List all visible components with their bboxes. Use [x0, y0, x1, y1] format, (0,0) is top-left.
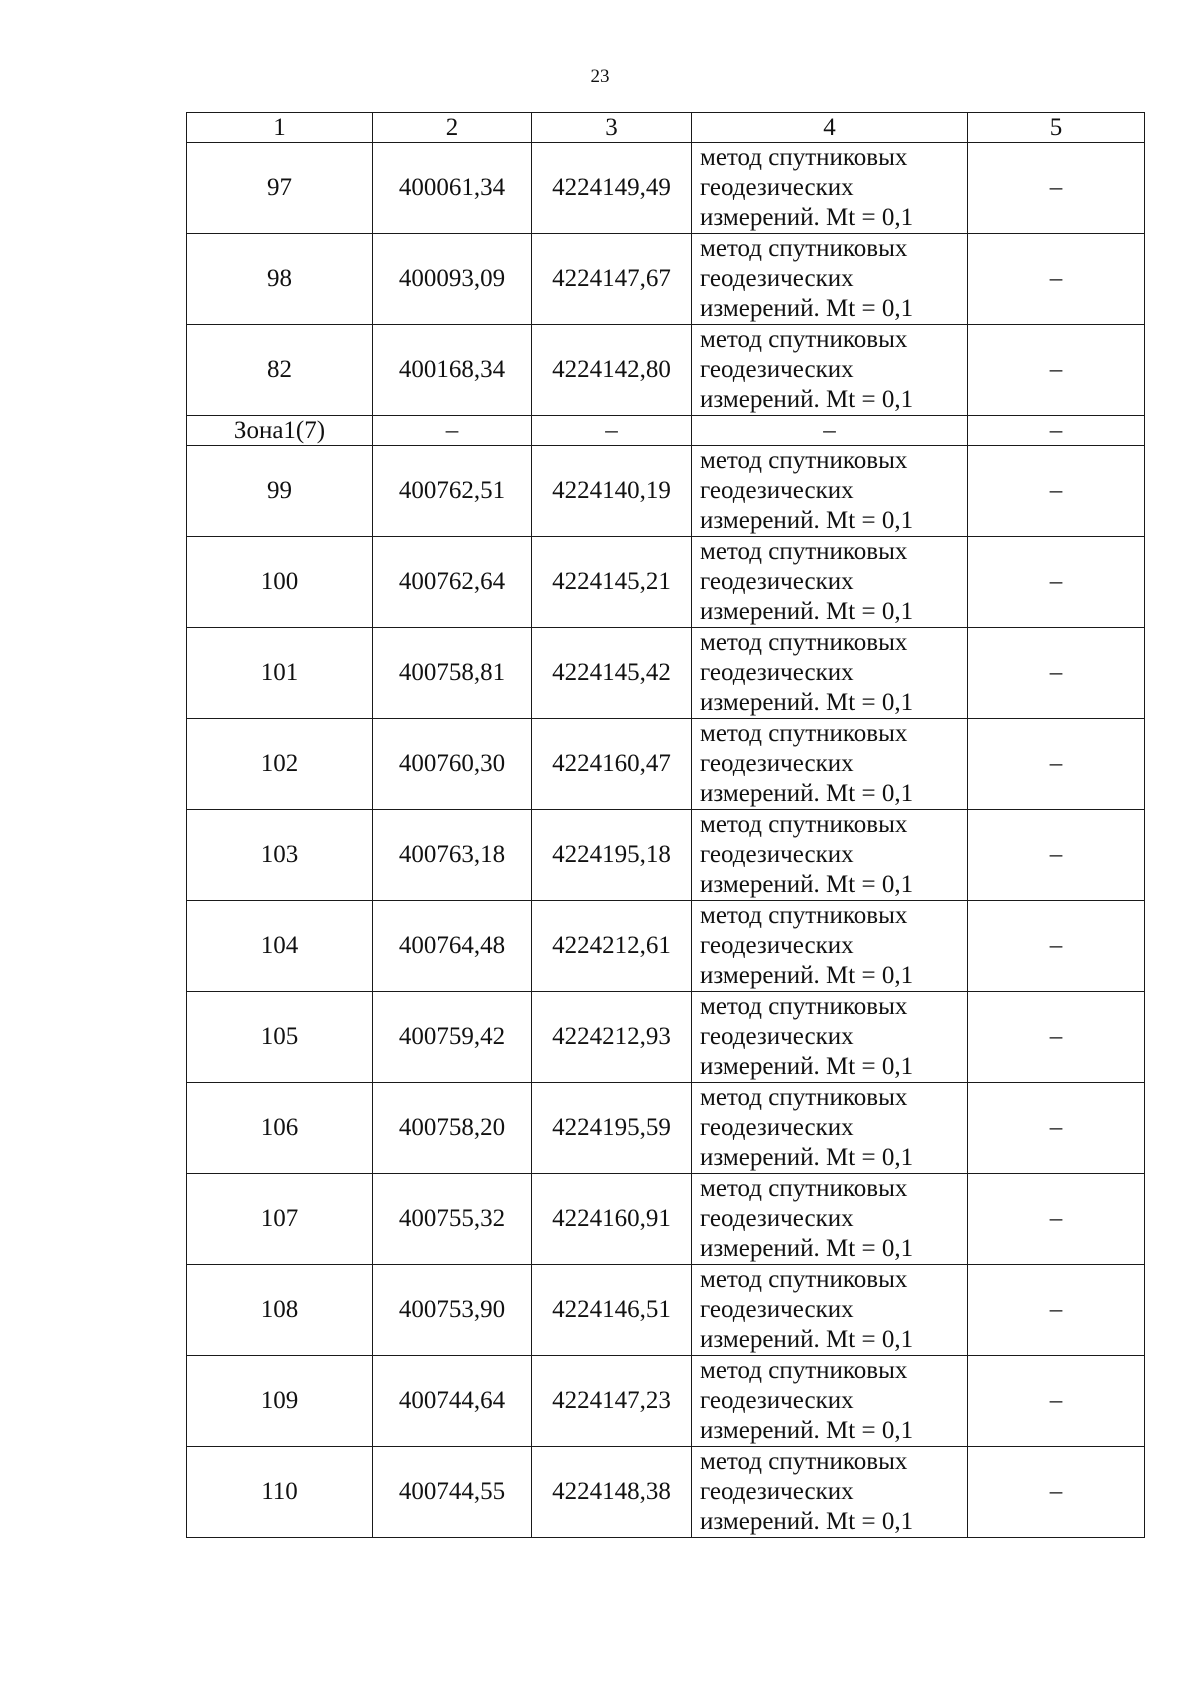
method-line: геодезических [700, 1478, 854, 1505]
method-line: геодезических [700, 356, 854, 383]
method-line: измерений. Mt = 0,1 [700, 689, 914, 716]
point-number-cell: 100 [187, 537, 373, 628]
method-line: измерений. Mt = 0,1 [700, 386, 914, 413]
note-cell: – [968, 628, 1145, 719]
method-line: метод спутниковых [700, 811, 908, 838]
table-row [187, 628, 1145, 719]
y-coordinate-cell: 4224212,93 [532, 992, 692, 1083]
method-description-cell [692, 719, 968, 810]
note-cell: – [968, 1447, 1145, 1538]
x-coordinate-cell: 400061,34 [373, 143, 532, 234]
note-cell: – [968, 901, 1145, 992]
method-line: метод спутниковых [700, 629, 908, 656]
method-description-cell [692, 325, 968, 416]
method-line: измерений. Mt = 0,1 [700, 295, 914, 322]
method-line: метод спутниковых [700, 235, 908, 262]
method-line: метод спутниковых [700, 447, 908, 474]
method-line: измерений. Mt = 0,1 [700, 1508, 914, 1535]
method-line: метод спутниковых [700, 1175, 908, 1202]
method-description-cell [692, 1083, 968, 1174]
method-line: метод спутниковых [700, 993, 908, 1020]
method-line: геодезических [700, 659, 854, 686]
method-line: измерений. Mt = 0,1 [700, 1235, 914, 1262]
table-row [187, 992, 1145, 1083]
method-line: геодезических [700, 1296, 854, 1323]
note-cell: – [968, 143, 1145, 234]
point-number-cell: 105 [187, 992, 373, 1083]
note-cell: – [968, 992, 1145, 1083]
table-row [187, 719, 1145, 810]
method-line: геодезических [700, 1205, 854, 1232]
y-coordinate-cell: 4224145,21 [532, 537, 692, 628]
zone-cell-4: – [692, 416, 968, 446]
table-row [187, 1356, 1145, 1447]
x-coordinate-cell: 400093,09 [373, 234, 532, 325]
method-line: измерений. Mt = 0,1 [700, 780, 914, 807]
method-line: геодезических [700, 750, 854, 777]
method-line: геодезических [700, 568, 854, 595]
table-row [187, 143, 1145, 234]
y-coordinate-cell: 4224147,23 [532, 1356, 692, 1447]
method-line: геодезических [700, 1387, 854, 1414]
point-number-cell: 98 [187, 234, 373, 325]
point-number-cell: 99 [187, 446, 373, 537]
point-number-cell: 103 [187, 810, 373, 901]
table-row [187, 1083, 1145, 1174]
point-number-cell: 110 [187, 1447, 373, 1538]
coordinates-table-container [186, 112, 1144, 1538]
method-line: измерений. Mt = 0,1 [700, 1326, 914, 1353]
point-number-cell: 82 [187, 325, 373, 416]
table-row [187, 1174, 1145, 1265]
table-row [187, 446, 1145, 537]
table-row [187, 810, 1145, 901]
method-description-cell [692, 810, 968, 901]
table-row [187, 1265, 1145, 1356]
note-cell: – [968, 719, 1145, 810]
point-number-cell: 107 [187, 1174, 373, 1265]
table-row [187, 1447, 1145, 1538]
header-cell-2: 2 [373, 113, 532, 143]
zone-cell-3: – [532, 416, 692, 446]
x-coordinate-cell: 400763,18 [373, 810, 532, 901]
method-description-cell [692, 234, 968, 325]
point-number-cell: 102 [187, 719, 373, 810]
zone-label-cell: Зона1(7) [187, 416, 373, 446]
method-description-cell [692, 1447, 968, 1538]
point-number-cell: 104 [187, 901, 373, 992]
point-number-cell: 97 [187, 143, 373, 234]
method-line: измерений. Mt = 0,1 [700, 871, 914, 898]
method-line: метод спутниковых [700, 1084, 908, 1111]
header-cell-5: 5 [968, 113, 1145, 143]
note-cell: – [968, 810, 1145, 901]
point-number-cell: 106 [187, 1083, 373, 1174]
point-number-cell: 101 [187, 628, 373, 719]
method-line: метод спутниковых [700, 902, 908, 929]
y-coordinate-cell: 4224195,18 [532, 810, 692, 901]
x-coordinate-cell: 400764,48 [373, 901, 532, 992]
method-line: измерений. Mt = 0,1 [700, 1053, 914, 1080]
table-row [187, 234, 1145, 325]
x-coordinate-cell: 400758,20 [373, 1083, 532, 1174]
y-coordinate-cell: 4224212,61 [532, 901, 692, 992]
method-line: измерений. Mt = 0,1 [700, 204, 914, 231]
x-coordinate-cell: 400744,55 [373, 1447, 532, 1538]
x-coordinate-cell: 400168,34 [373, 325, 532, 416]
note-cell: – [968, 446, 1145, 537]
y-coordinate-cell: 4224149,49 [532, 143, 692, 234]
y-coordinate-cell: 4224145,42 [532, 628, 692, 719]
y-coordinate-cell: 4224160,91 [532, 1174, 692, 1265]
table-header-row [187, 113, 1145, 143]
y-coordinate-cell: 4224195,59 [532, 1083, 692, 1174]
note-cell: – [968, 1356, 1145, 1447]
y-coordinate-cell: 4224147,67 [532, 234, 692, 325]
table-row [187, 901, 1145, 992]
y-coordinate-cell: 4224142,80 [532, 325, 692, 416]
note-cell: – [968, 234, 1145, 325]
method-line: метод спутниковых [700, 326, 908, 353]
method-line: измерений. Mt = 0,1 [700, 962, 914, 989]
x-coordinate-cell: 400759,42 [373, 992, 532, 1083]
method-line: метод спутниковых [700, 538, 908, 565]
method-line: метод спутниковых [700, 1357, 908, 1384]
method-line: метод спутниковых [700, 144, 908, 171]
zone-cell-5: – [968, 416, 1145, 446]
method-description-cell [692, 1174, 968, 1265]
point-number-cell: 108 [187, 1265, 373, 1356]
coordinates-table [186, 112, 1145, 1538]
note-cell: – [968, 1265, 1145, 1356]
x-coordinate-cell: 400758,81 [373, 628, 532, 719]
method-line: метод спутниковых [700, 1448, 908, 1475]
method-line: измерений. Mt = 0,1 [700, 598, 914, 625]
method-description-cell [692, 1265, 968, 1356]
method-description-cell [692, 992, 968, 1083]
y-coordinate-cell: 4224146,51 [532, 1265, 692, 1356]
x-coordinate-cell: 400760,30 [373, 719, 532, 810]
method-line: геодезических [700, 1023, 854, 1050]
table-row [187, 325, 1145, 416]
x-coordinate-cell: 400755,32 [373, 1174, 532, 1265]
method-line: геодезических [700, 1114, 854, 1141]
note-cell: – [968, 1174, 1145, 1265]
header-cell-3: 3 [532, 113, 692, 143]
table-body [187, 113, 1145, 1538]
method-line: измерений. Mt = 0,1 [700, 1417, 914, 1444]
method-description-cell [692, 446, 968, 537]
y-coordinate-cell: 4224160,47 [532, 719, 692, 810]
point-number-cell: 109 [187, 1356, 373, 1447]
x-coordinate-cell: 400762,64 [373, 537, 532, 628]
header-cell-4: 4 [692, 113, 968, 143]
note-cell: – [968, 325, 1145, 416]
x-coordinate-cell: 400762,51 [373, 446, 532, 537]
method-description-cell [692, 143, 968, 234]
zone-cell-2: – [373, 416, 532, 446]
x-coordinate-cell: 400753,90 [373, 1265, 532, 1356]
method-description-cell [692, 628, 968, 719]
method-line: измерений. Mt = 0,1 [700, 507, 914, 534]
note-cell: – [968, 537, 1145, 628]
method-line: метод спутниковых [700, 1266, 908, 1293]
method-line: геодезических [700, 477, 854, 504]
method-description-cell [692, 1356, 968, 1447]
x-coordinate-cell: 400744,64 [373, 1356, 532, 1447]
method-line: геодезических [700, 265, 854, 292]
table-row [187, 537, 1145, 628]
method-line: метод спутниковых [700, 720, 908, 747]
y-coordinate-cell: 4224148,38 [532, 1447, 692, 1538]
y-coordinate-cell: 4224140,19 [532, 446, 692, 537]
method-line: геодезических [700, 932, 854, 959]
header-cell-1: 1 [187, 113, 373, 143]
page-number: 23 [590, 66, 610, 87]
note-cell: – [968, 1083, 1145, 1174]
method-description-cell [692, 537, 968, 628]
zone-row [187, 416, 1145, 446]
method-description-cell [692, 901, 968, 992]
method-line: измерений. Mt = 0,1 [700, 1144, 914, 1171]
method-line: геодезических [700, 841, 854, 868]
method-line: геодезических [700, 174, 854, 201]
